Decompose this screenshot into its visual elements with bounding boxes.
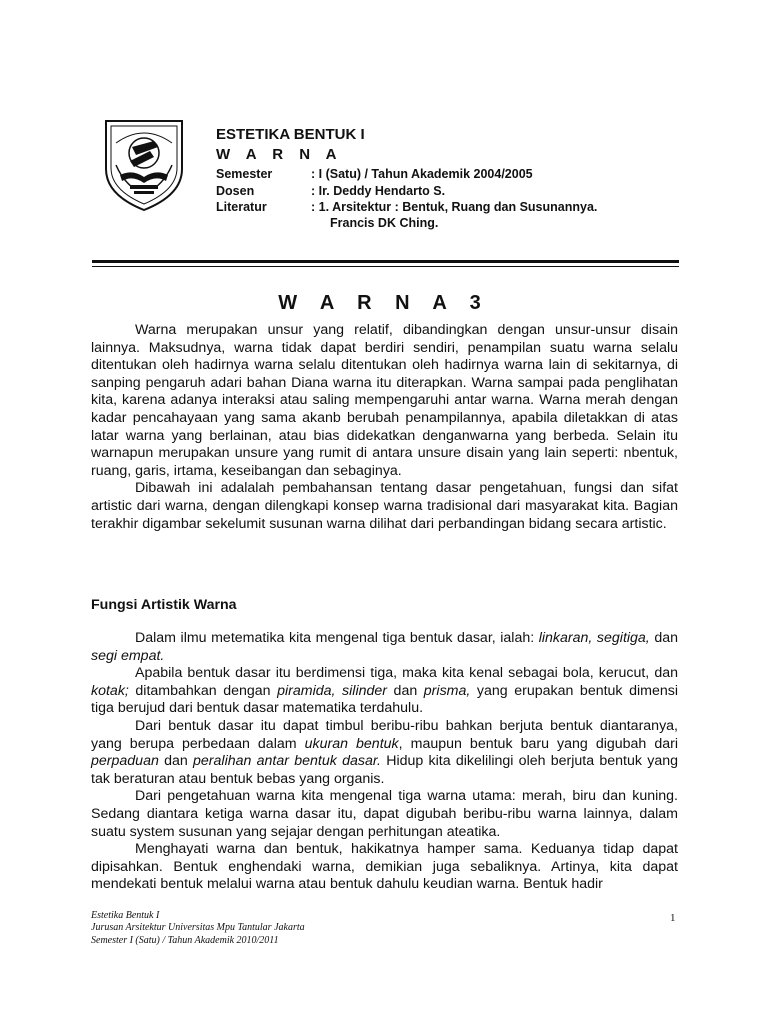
meta-label: Literatur: [216, 200, 267, 214]
paragraph: Dibawah ini adalalah pembahansan tentang dasar pengetahuan, fungsi dan sifat artistic dari warna, dengan dilengkapi konsep warna tradisional dari masyarakat kita. Bagian terakhir digambar sekelumit susunan warna dilihat dari perbandingan bidang secara artistic.: [91, 480, 678, 532]
meta-row-literatur: [216, 200, 597, 214]
section-body: [91, 630, 678, 894]
meta-continuation: Francis DK Ching.: [330, 216, 439, 230]
footer-line: Jurusan Arsitektur Universitas Mpu Tantular Jakarta: [91, 922, 305, 933]
paragraph: Dari bentuk dasar itu dapat timbul beribu-ribu bahkan berjuta bentuk diantaranya, yang berupa perbedaan dalam ukuran bentuk, maupun bentuk baru yang digubah dari perpaduan dan peralihan antar bentuk dasar. Hidup kita dikelilingi oleh berjuta bentuk yang tak beraturan atau bentuk bebas yang organis.: [91, 717, 679, 787]
page-title: W A R N A 3: [278, 292, 490, 314]
paragraph: Apabila bentuk dasar itu berdimensi tiga, maka kita kenal sebagai bola, kerucut, dan kotak; ditambahkan dengan piramida, silinder dan prisma, yang erupakan bentuk dimensi tiga berujud dari bentuk dasar matematika terdahulu.: [91, 665, 678, 717]
course-subtitle: W A R N A: [216, 146, 343, 163]
paragraph: Dari pengetahuan warna kita mengenal tiga warna utama: merah, biru dan kuning. Sedang diantara ketiga warna dasar itu, dapat digubah beribu-ribu warna lainnya, dalam suatu system susunan yang sejajar dengan perhitungan ateatika.: [91, 788, 678, 840]
footer-line: Estetika Bentuk I: [91, 910, 160, 921]
meta-value: : Ir. Deddy Hendarto S.: [311, 184, 446, 198]
header-divider-thin: [92, 266, 679, 267]
paragraph: Dalam ilmu metematika kita mengenal tiga bentuk dasar, ialah: linkaran, segitiga, dan segi empat.: [91, 630, 678, 664]
page-number: 1: [670, 912, 676, 924]
course-title: ESTETIKA BENTUK I: [216, 126, 365, 143]
intro-text: [91, 322, 678, 533]
footer-line: Semester I (Satu) / Tahun Akademik 2010/2011: [91, 935, 279, 946]
header-divider-thick: [92, 260, 679, 263]
meta-row-semester: [216, 167, 533, 181]
section-heading: Fungsi Artistik Warna: [91, 597, 237, 613]
paragraph: Menghayati warna dan bentuk, hakikatnya hamper sama. Keduanya tidap dapat dipisahkan. Bentuk enghendaki warna, demikian juga sebaliknya. Artinya, kita dapat mendekati bentuk melalui warna atau bentuk dahulu keudian warna. Bentuk hadir: [91, 841, 678, 893]
meta-label: Dosen: [216, 184, 255, 198]
meta-label: Semester: [216, 167, 273, 181]
university-crest-icon: [102, 117, 186, 213]
meta-value: : I (Satu) / Tahun Akademik 2004/2005: [311, 167, 533, 181]
paragraph: Warna merupakan unsur yang relatif, dibandingkan dengan unsur-unsur disain lainnya. Maksudnya, warna tidak dapat berdiri sendiri, penampilan suatu warna selalu ditentukan oleh hadirnya warna selalu ditentukan oleh hadirnya warna lain di sekitarnya, di sanping pengaruh adari bahan Diana warna itu diterapkan. Warna sampai pada penglihatan kita, karena adanya interaksi atau saling mempengaruhi antar warna. Warna merah dengan kadar pencahayaan yang sama akanb berubah penampilannya, apabila diletakkan di atas latar warna yang berlainan, atau bias didekatkan denganwarna yang berbeda. Selain itu warnapun merupakan unsure yang rumit di antara unsure disain yang lain seperti: nbentuk, ruang, garis, irtama, keseibangan dan sebaginya.: [91, 322, 678, 479]
meta-row-dosen: [216, 184, 445, 198]
meta-value: : 1. Arsitektur : Bentuk, Ruang dan Susunannya.: [311, 200, 598, 214]
